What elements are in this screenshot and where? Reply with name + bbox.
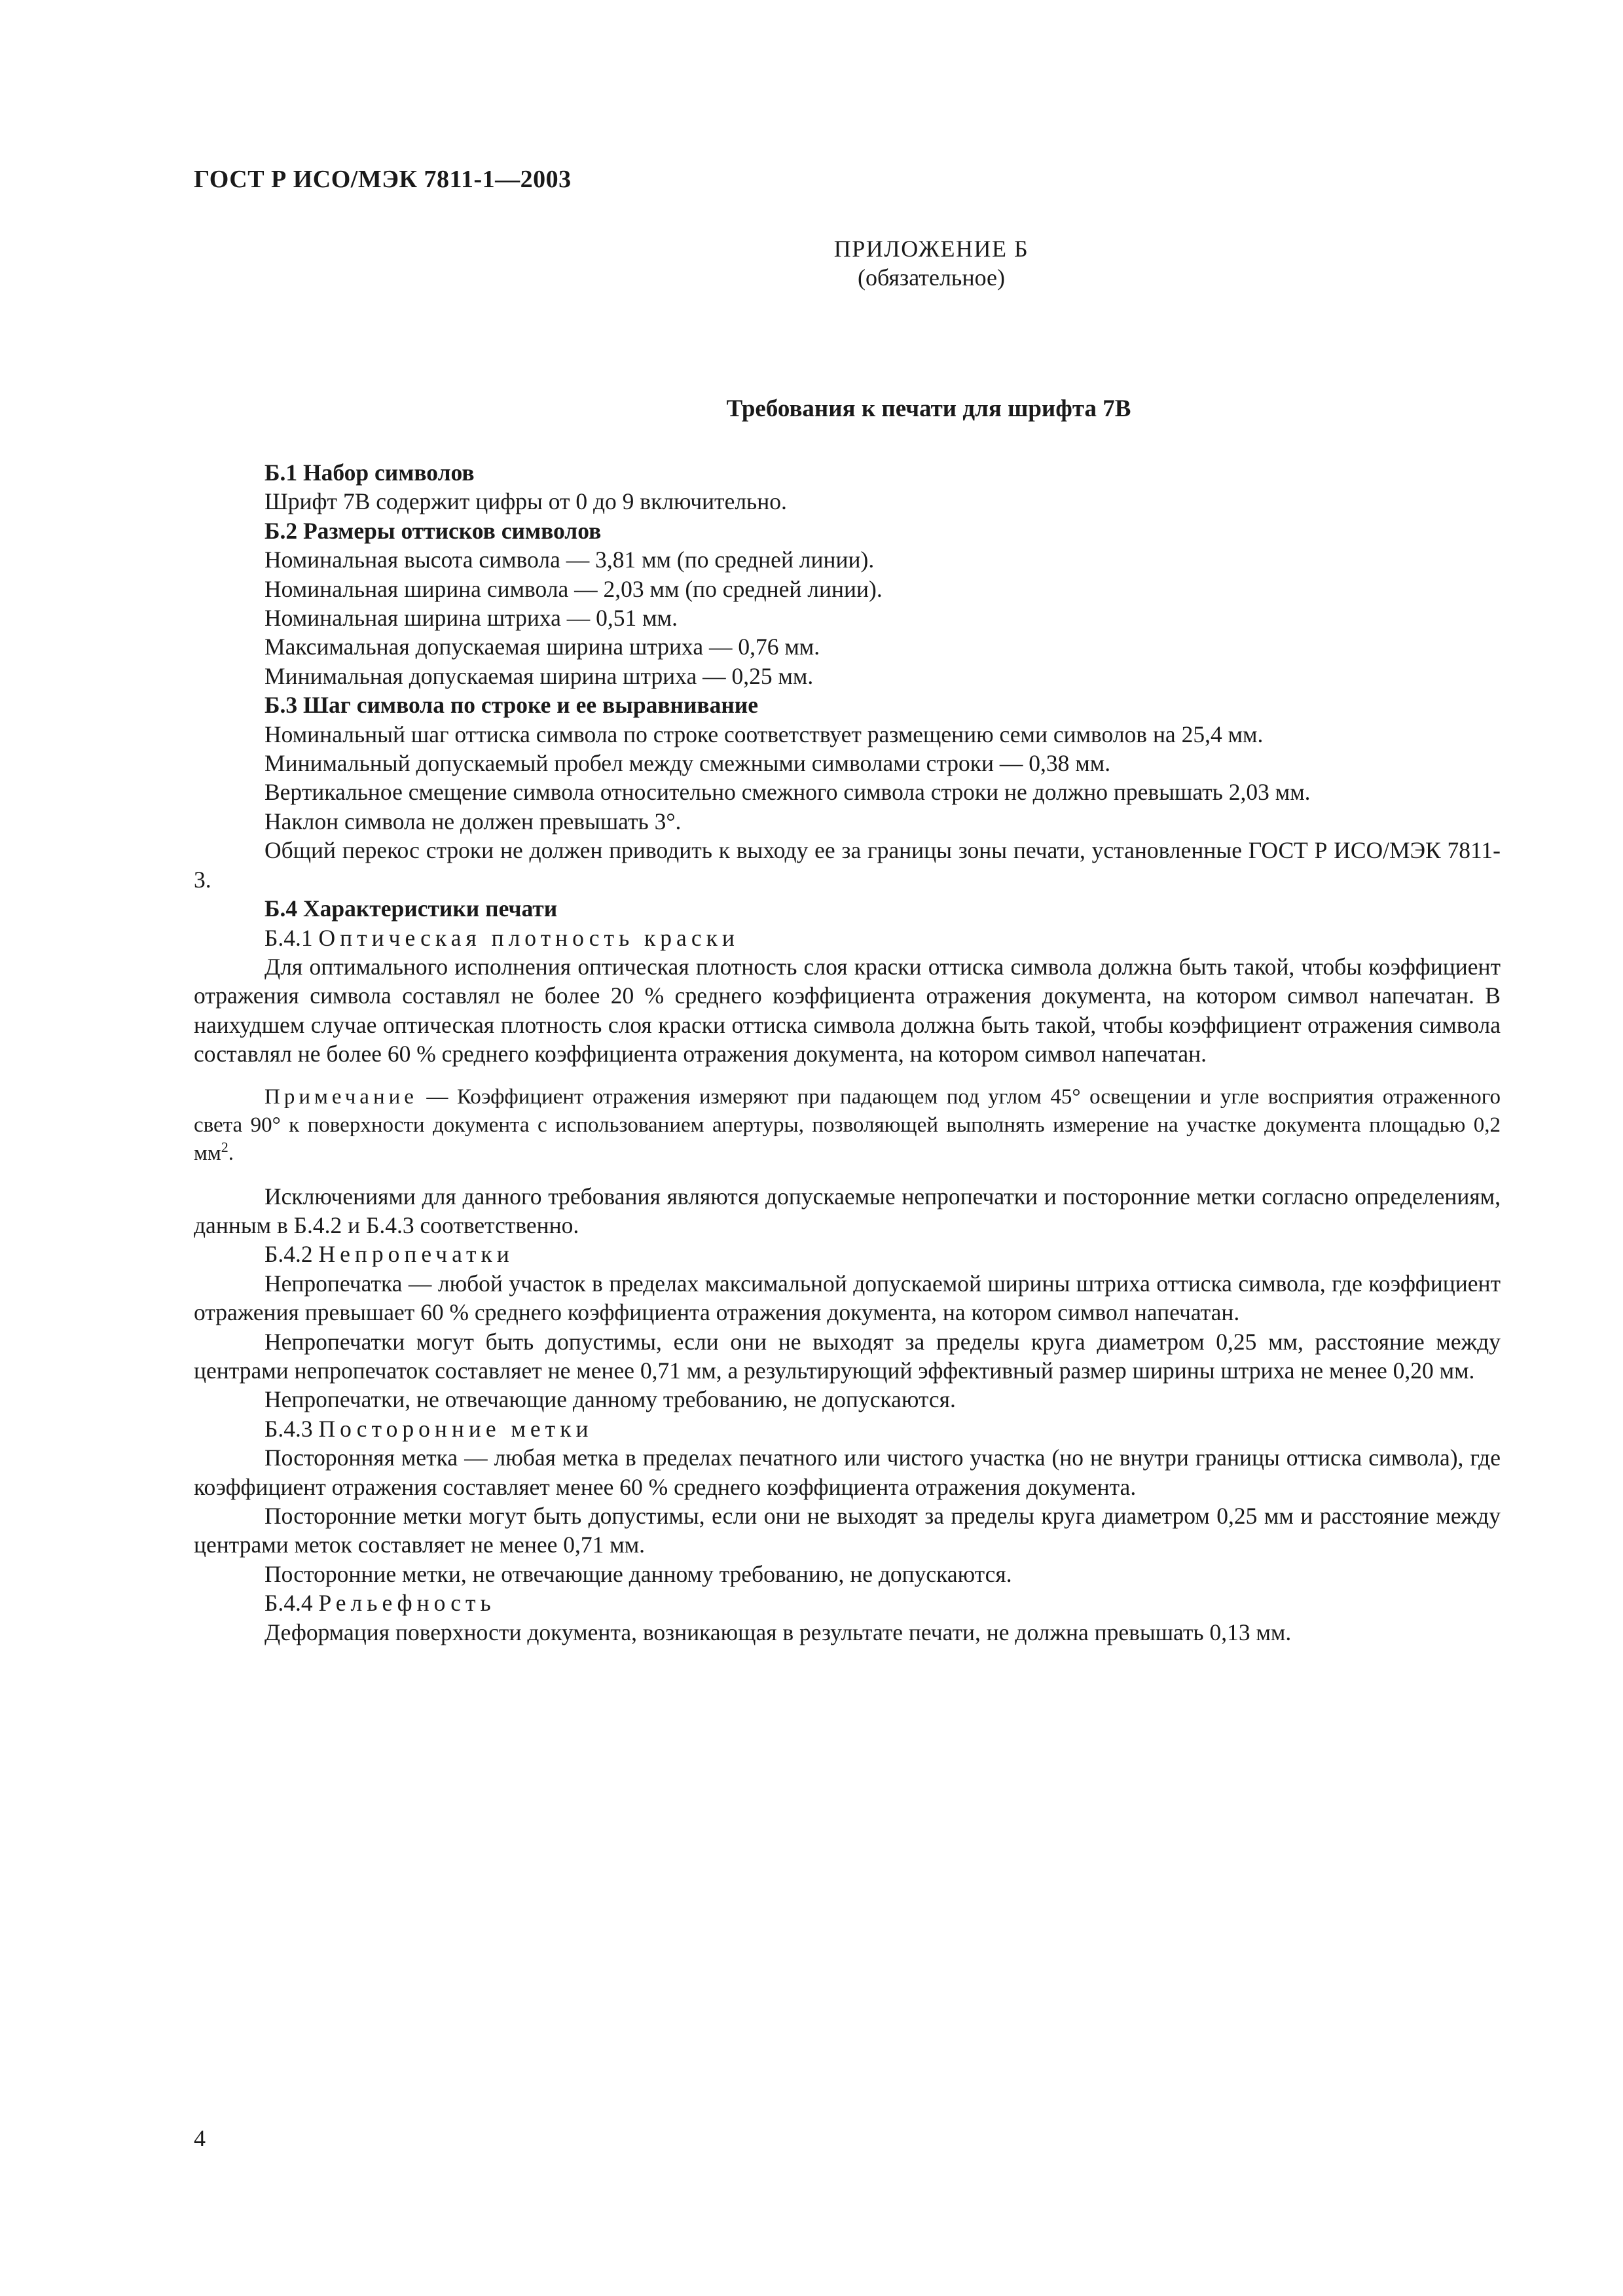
- paragraph: Посторонние метки, не отвечающие данному требованию, не допускаются.: [264, 1560, 1012, 1587]
- subsection-title: Непропечатки: [318, 1241, 514, 1268]
- note-label: Примечание: [264, 1085, 418, 1109]
- annex-heading: [0, 234, 1623, 292]
- note-end: .: [228, 1141, 234, 1165]
- paragraph: Шрифт 7В содержит цифры от 0 до 9 включительно.: [264, 488, 787, 515]
- paragraph: Вертикальное смещение символа относительно смежного символа строки не должно превышать 2,03 мм.: [264, 779, 1311, 806]
- paragraph: Посторонние метки могут быть допустимы, если они не выходят за пределы круга диаметром 0,25 мм и расстояние между центрами меток составляет не менее 0,71 мм.: [194, 1503, 1501, 1558]
- subsection-heading-b4-1: [194, 924, 1501, 952]
- section-heading-b4: Б.4 Характеристики печати: [264, 895, 558, 922]
- paragraph: Общий перекос строки не должен приводить к выходу ее за границы зоны печати, установленные ГОСТ Р ИСО/МЭК 7811-3.: [194, 837, 1501, 893]
- paragraph: Минимальный допускаемый пробел между смежными символами строки — 0,38 мм.: [264, 750, 1111, 777]
- paragraph: Посторонняя метка — любая метка в пределах печатного или чистого участка (но не внутри границы оттиска символа), где коэффициент отражения составляет менее 60 % среднего коэффициента отражения документа.: [194, 1444, 1501, 1500]
- document-code-header: ГОСТ Р ИСО/МЭК 7811-1—2003: [194, 166, 572, 193]
- page-number: 4: [194, 2125, 206, 2151]
- paragraph: Минимальная допускаемая ширина штриха — 0,25 мм.: [264, 662, 814, 689]
- note: [194, 1083, 1501, 1168]
- paragraph: Непропечатки, не отвечающие данному требованию, не допускаются.: [264, 1386, 956, 1413]
- paragraph: Номинальная высота символа — 3,81 мм (по средней линии).: [264, 547, 875, 573]
- annex-main-title: Требования к печати для шрифта 7В: [726, 395, 1131, 422]
- subsection-heading-b4-2: [194, 1240, 1501, 1268]
- paragraph: Максимальная допускаемая ширина штриха — 0,76 мм.: [264, 634, 820, 660]
- subsection-heading-b4-3: [194, 1414, 1501, 1443]
- paragraph: Наклон символа не должен превышать 3°.: [264, 808, 682, 834]
- subsection-title: Рельефность: [318, 1590, 496, 1617]
- paragraph: Номинальная ширина символа — 2,03 мм (по средней линии).: [264, 575, 883, 602]
- paragraph: Исключениями для данного требования являются допускаемые непропечатки и посторонние метки согласно определениям, данным в Б.4.2 и Б.4.3 соответственно.: [194, 1183, 1501, 1238]
- subsection-title: Оптическая плотность краски: [318, 924, 739, 951]
- annex-status: (обязательное): [858, 264, 1005, 291]
- paragraph: Для оптимального исполнения оптическая плотность слоя краски оттиска символа должна быть такой, чтобы коэффициент отражения символа составлял не более 20 % среднего коэффициента отражения документа, на котором символ напечатан. В наихудшем случае оптическая плотность слоя краски оттиска символа должна быть такой, чтобы коэффициент отражения символа составлял не более 60 % среднего коэффициента отражения документа, на котором символ напечатан.: [194, 953, 1501, 1067]
- annex-title: ПРИЛОЖЕНИЕ Б: [833, 236, 1029, 262]
- document-body: [194, 458, 1501, 1647]
- paragraph: Номинальная ширина штриха — 0,51 мм.: [264, 605, 678, 632]
- subsection-number: Б.4.2: [264, 1241, 313, 1268]
- subsection-number: Б.4.4: [264, 1590, 313, 1617]
- paragraph: Непропечатки могут быть допустимы, если они не выходят за пределы круга диаметром 0,25 мм, расстояние между центрами непропечаток составляет не менее 0,71 мм, а результирующий эффективный размер ширины штриха не менее 0,20 мм.: [194, 1328, 1501, 1384]
- section-heading-b2: Б.2 Размеры оттисков символов: [264, 517, 602, 544]
- note-superscript: 2: [221, 1138, 228, 1155]
- section-heading-b1: Б.1 Набор символов: [264, 459, 475, 486]
- subsection-number: Б.4.1: [264, 924, 313, 951]
- note-text: — Коэффициент отражения измеряют при падающем под углом 45° освещении и угле восприятия отраженного света 90° к поверхности документа с использованием апертуры, позволяющей выполнять измерение на участке документа площадью 0,2 мм: [194, 1085, 1501, 1165]
- subsection-heading-b4-4: [194, 1588, 1501, 1617]
- paragraph: Деформация поверхности документа, возникающая в результате печати, не должна превышать 0,13 мм.: [264, 1619, 1292, 1645]
- subsection-number: Б.4.3: [264, 1415, 313, 1442]
- section-heading-b3: Б.3 Шаг символа по строке и ее выравнивание: [264, 692, 759, 719]
- subsection-title: Посторонние метки: [318, 1415, 593, 1442]
- paragraph: Номинальный шаг оттиска символа по строке соответствует размещению семи символов на 25,4 мм.: [264, 721, 1264, 747]
- paragraph: Непропечатка — любой участок в пределах максимальной допускаемой ширины штриха оттиска символа, где коэффициент отражения превышает 60 % среднего коэффициента отражения документа, на котором символ напечатан.: [194, 1270, 1501, 1326]
